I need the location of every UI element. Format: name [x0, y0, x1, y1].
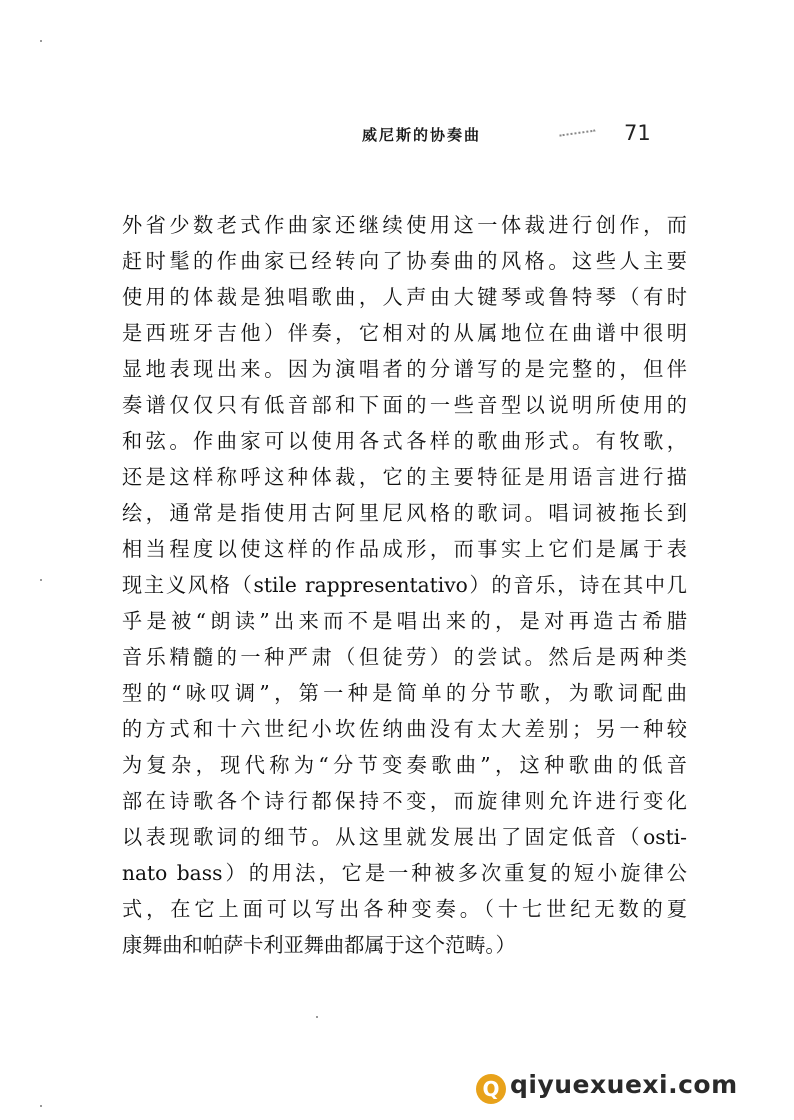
text-line: 绘，通常是指使用古阿里尼风格的歌词。唱词被拖长到: [122, 501, 687, 525]
margin-speck: [40, 40, 42, 42]
site-watermark: [476, 1070, 776, 1110]
body-text: [122, 207, 687, 963]
text-line: 外省少数老式作曲家还继续使用这一体裁进行创作，而: [122, 213, 687, 237]
text-line: 以表现歌词的细节。从这里就发展出了固定低音（osti-: [122, 825, 687, 849]
text-line: 乎是被“朗读”出来而不是唱出来的，是对再造古希腊: [122, 609, 687, 633]
text-line: 显地表现出来。因为演唱者的分谱写的是完整的，但伴: [122, 357, 687, 381]
text-line: 使用的体裁是独唱歌曲，人声由大键琴或鲁特琴（有时: [122, 285, 687, 309]
running-header: [362, 120, 662, 150]
text-line: 为复杂，现代称为“分节变奏歌曲”，这种歌曲的低音: [122, 753, 687, 777]
text-line: 部在诗歌各个诗行都保持不变，而旋律则允许进行变化: [122, 789, 687, 813]
margin-speck: [40, 579, 42, 581]
text-line: 奏谱仅仅只有低音部和下面的一些音型以说明所使用的: [122, 393, 687, 417]
text-line: 的方式和十六世纪小坎佐纳曲没有太大差别；另一种较: [122, 717, 687, 741]
text-line: 康舞曲和帕萨卡利亚舞曲都属于这个范畴。）: [122, 933, 516, 957]
margin-speck: [40, 1105, 42, 1107]
text-line: 相当程度以使这样的作品成形，而事实上它们是属于表: [122, 537, 687, 561]
header-ornament: [559, 130, 596, 145]
site-logo-icon: Q: [476, 1074, 506, 1104]
page-number: 71: [624, 121, 651, 145]
margin-speck: [316, 1016, 318, 1018]
text-line: 还是这样称呼这种体裁，它的主要特征是用语言进行描: [122, 465, 687, 489]
running-title: 威尼斯的协奏曲: [362, 126, 482, 144]
watermark-text: qiyuexuexi.com: [510, 1070, 738, 1099]
text-line: 赶时髦的作曲家已经转向了协奏曲的风格。这些人主要: [122, 249, 687, 273]
text-line: 现主义风格（stile rappresentativo）的音乐，诗在其中几: [122, 573, 687, 597]
text-line: 和弦。作曲家可以使用各式各样的歌曲形式。有牧歌，: [122, 429, 687, 453]
text-line: 型的“咏叹调”，第一种是简单的分节歌，为歌词配曲: [122, 681, 687, 705]
text-line: 音乐精髓的一种严肃（但徒劳）的尝试。然后是两种类: [122, 645, 687, 669]
text-line: 式，在它上面可以写出各种变奏。（十七世纪无数的夏: [122, 897, 687, 921]
text-line: 是西班牙吉他）伴奏，它相对的从属地位在曲谱中很明: [122, 321, 687, 345]
text-line: nato bass）的用法，它是一种被多次重复的短小旋律公: [122, 861, 687, 885]
